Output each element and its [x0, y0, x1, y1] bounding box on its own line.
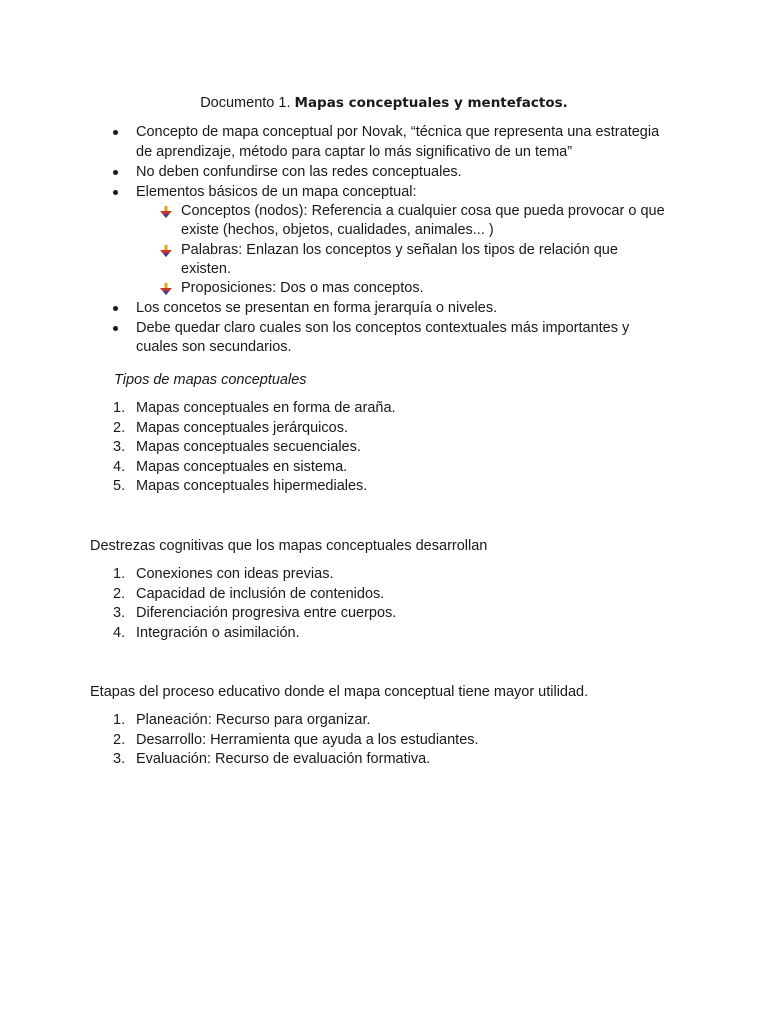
stages-list: [110, 711, 670, 770]
list-number: 2.: [113, 419, 126, 436]
title-bold: Mapas conceptuales y mentefactos.: [294, 95, 568, 111]
list-item: [110, 731, 670, 751]
bullet-text: Elementos básicos de un mapa conceptual:: [136, 183, 417, 200]
list-text: Mapas conceptuales secuenciales.: [136, 439, 361, 455]
title-prefix: Documento 1.: [200, 95, 291, 111]
list-text: Capacidad de inclusión de contenidos.: [136, 585, 385, 602]
skills-heading: Destrezas cognitivas que los mapas conceptuales desarrollan: [90, 538, 488, 554]
bullet-text: Debe quedar claro cuales son los conceptos contextuales más importantes y cuales son secundarios.: [136, 319, 630, 355]
sub-bullet-text: Proposiciones: Dos o mas conceptos.: [181, 280, 424, 296]
sub-bullet-text: Conceptos (nodos): Referencia a cualquier cosa que pueda provocar o que existe (hechos, objetos, cualidades, animales... ): [181, 203, 665, 238]
list-text: Conexiones con ideas previas.: [136, 566, 334, 582]
page-title: [0, 93, 768, 113]
list-item: [110, 399, 670, 419]
list-item: [110, 750, 670, 770]
list-text: Evaluación: Recurso de evaluación formativa.: [136, 751, 431, 767]
list-text: Mapas conceptuales hipermediales.: [136, 478, 368, 494]
arrow-down-bullet-icon: [160, 245, 172, 257]
sub-bullet-text: Palabras: Enlazan los conceptos y señalan los tipos de relación que existen.: [181, 241, 618, 277]
types-heading: Tipos de mapas conceptuales: [114, 372, 307, 388]
list-text: Mapas conceptuales jerárquicos.: [136, 419, 348, 436]
list-item: [110, 565, 670, 585]
list-item: [110, 624, 670, 644]
bullet-text: Los concetos se presentan en forma jerarquía o niveles.: [136, 299, 498, 316]
list-item: [110, 477, 670, 497]
bullet-item: [110, 183, 670, 299]
disc-bullet-icon: [113, 170, 118, 175]
bullet-item: [110, 299, 670, 319]
bullet-item: [110, 163, 670, 183]
list-number: 1.: [113, 566, 126, 582]
sub-bullet-item: [136, 241, 670, 279]
sub-bullet-item: [136, 202, 670, 240]
list-number: 4.: [113, 458, 126, 475]
bullet-text: No deben confundirse con las redes conceptuales.: [136, 163, 462, 180]
list-item: [110, 458, 670, 478]
concept-bullet-list: [110, 123, 670, 358]
bullet-item: [110, 123, 670, 162]
stages-heading: Etapas del proceso educativo donde el mapa conceptual tiene mayor utilidad.: [90, 684, 589, 700]
list-text: Desarrollo: Herramienta que ayuda a los estudiantes.: [136, 731, 479, 748]
disc-bullet-icon: [113, 190, 118, 195]
list-text: Mapas conceptuales en forma de araña.: [136, 400, 396, 416]
list-item: [110, 419, 670, 439]
list-item: [110, 711, 670, 731]
bullet-text: Concepto de mapa conceptual por Novak, “técnica que representa una estrategia de aprendizaje, método para captar lo más significativo de un tema”: [136, 124, 660, 160]
list-number: 2.: [113, 585, 126, 602]
list-text: Mapas conceptuales en sistema.: [136, 458, 348, 475]
arrow-down-bullet-icon: [160, 206, 172, 218]
list-number: 4.: [113, 624, 126, 641]
list-text: Diferenciación progresiva entre cuerpos.: [136, 605, 397, 621]
list-number: 5.: [113, 478, 126, 494]
list-number: 3.: [113, 439, 126, 455]
disc-bullet-icon: [113, 306, 118, 311]
list-number: 3.: [113, 751, 126, 767]
disc-bullet-icon: [113, 326, 118, 331]
list-item: [110, 604, 670, 624]
sub-bullet-item: [136, 279, 670, 298]
disc-bullet-icon: [113, 130, 118, 135]
elements-sub-list: [136, 202, 670, 298]
list-text: Integración o asimilación.: [136, 624, 300, 641]
types-list: [110, 399, 670, 497]
skills-list: [110, 565, 670, 643]
arrow-down-bullet-icon: [160, 283, 172, 295]
list-number: 2.: [113, 731, 126, 748]
list-number: 1.: [113, 400, 126, 416]
list-item: [110, 438, 670, 458]
list-text: Planeación: Recurso para organizar.: [136, 712, 371, 728]
list-item: [110, 585, 670, 605]
list-number: 3.: [113, 605, 126, 621]
bullet-item: [110, 319, 670, 358]
list-number: 1.: [113, 712, 126, 728]
